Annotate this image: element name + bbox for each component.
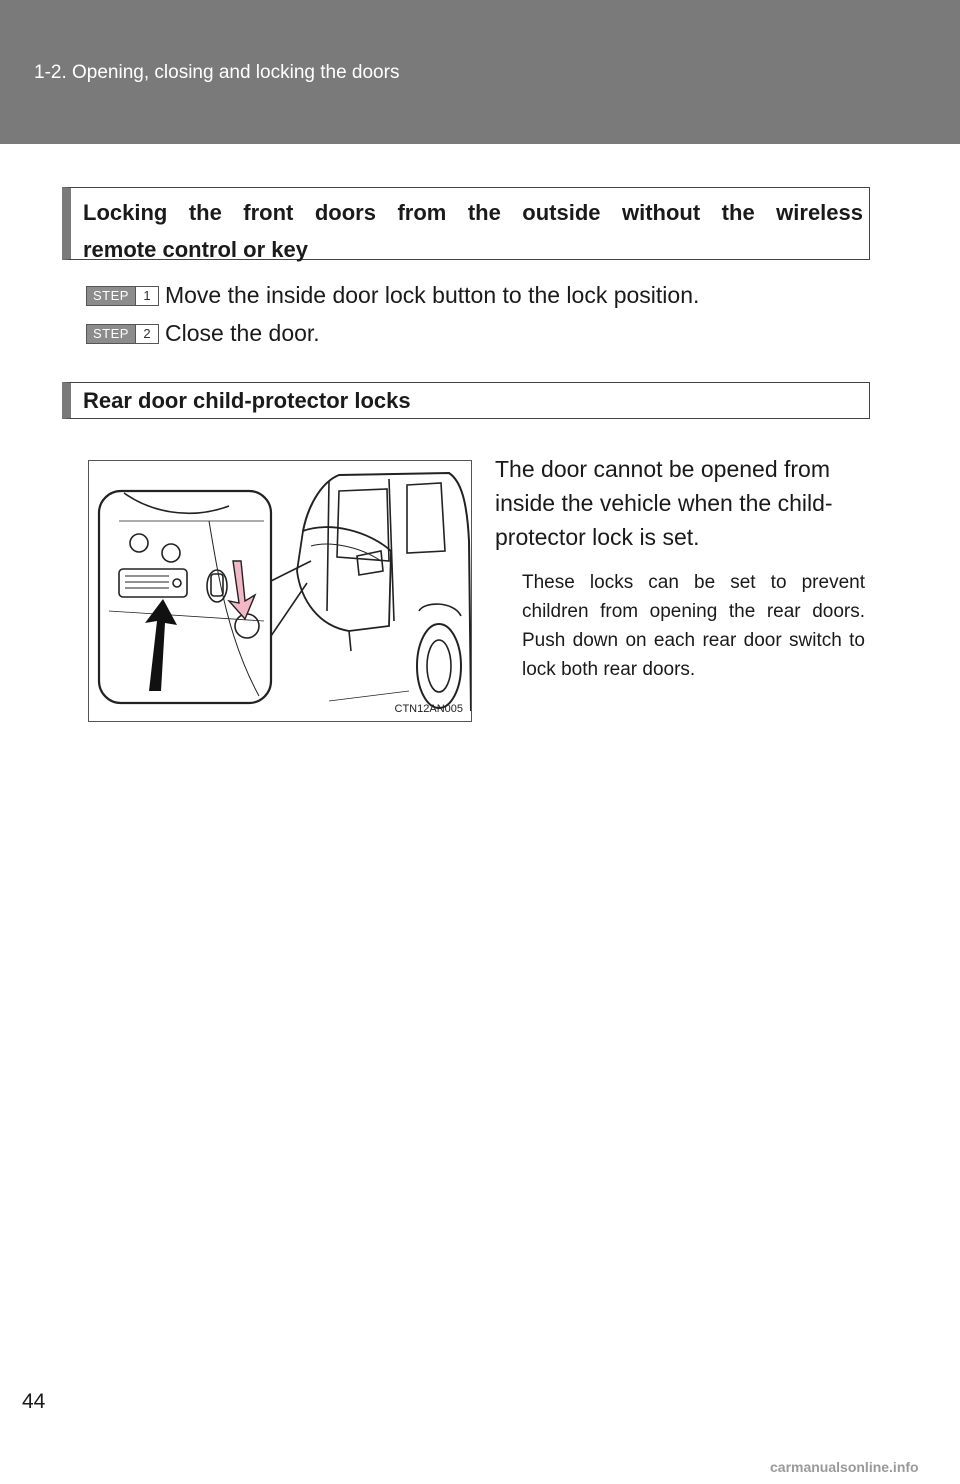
figure-code: CTN12AN005 [394, 703, 463, 715]
page-header [0, 0, 960, 144]
push-arrow-icon [145, 599, 177, 691]
child-lock-description: The door cannot be opened from inside the vehicle when the child-protector lock is set. [495, 456, 833, 550]
watermark: carmanualsonline.info [770, 1459, 919, 1475]
section-heading-locking-front-doors [62, 187, 870, 260]
step-2 [86, 320, 320, 347]
heading-line-1: Locking the front doors from the outside without the wireless [83, 200, 863, 225]
child-lock-note: These locks can be set to prevent children from opening the rear doors. Push down on each rear door switch to lock both rear doors. [522, 572, 865, 680]
heading-line-2: remote control or key [83, 237, 308, 262]
step-text: Move the inside door lock button to the lock position. [164, 282, 700, 308]
child-lock-illustration [88, 460, 472, 722]
step-badge: STEP 1 [86, 286, 159, 306]
step-badge: STEP 2 [86, 324, 159, 344]
press-down-arrow-icon [229, 561, 255, 619]
step-text: Close the door. [164, 320, 320, 346]
page-number: 44 [22, 1390, 46, 1413]
header-section-title: 1-2. Opening, closing and locking the doors [34, 62, 400, 83]
step-1 [86, 282, 699, 309]
section-heading-child-protector: Rear door child-protector locks [62, 382, 870, 419]
illustration-svg [89, 461, 472, 722]
